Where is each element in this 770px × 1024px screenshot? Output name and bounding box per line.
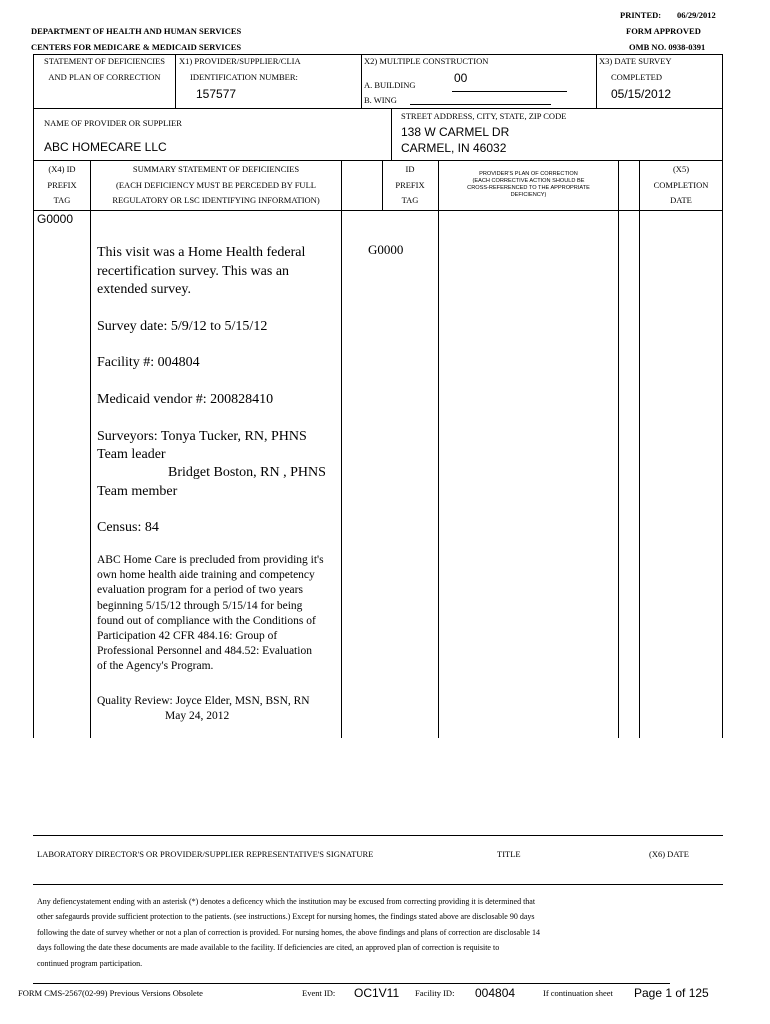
x4-header-2: PREFIX [47,180,77,190]
visit-line-3: extended survey. [97,282,191,297]
omb-number: OMB NO. 0938-0391 [629,42,706,52]
surveyor-line-3: Bridget Boston, RN , PHNS [168,465,326,480]
table-divider-5 [618,160,619,738]
provider-box-border-bottom [33,160,723,161]
surveyor-line-2: Team leader [97,447,166,462]
quality-review-date: May 24, 2012 [165,710,230,722]
preclusion-line-1: ABC Home Care is precluded from providing it's [97,554,324,566]
continuation-sheet-label: If continuation sheet [543,988,613,998]
footnote-line-5: continued program participation. [37,958,143,968]
table-divider-4 [438,160,439,738]
facility-id-value: 004804 [475,986,516,1000]
top-box-divider-2 [361,54,362,108]
form-number: FORM CMS-2567(02-99) Previous Versions Obsolete [18,988,203,998]
top-box-border-top [33,54,723,55]
quality-review: Quality Review: Joyce Elder, MSN, BSN, RN [97,695,310,707]
provider-name-value: ABC HOMECARE LLC [44,140,167,154]
visit-line-2: recertification survey. This was an [97,263,290,279]
footnote-line-1: Any defiencystatement ending with an asterisk (*) denotes a deficency which the institution may be excused from correcting providing it is determined that [37,897,536,906]
provider-box-border-right [722,108,723,160]
x6-date-label: (X6) DATE [649,849,689,859]
facility-number: Facility #: 004804 [97,355,200,370]
form-approved: FORM APPROVED [626,26,701,36]
plan-header-1: PROVIDER'S PLAN OF CORRECTION [479,171,578,177]
facility-id-label: Facility ID: [415,988,455,998]
wing-label: B. WING [364,95,397,105]
table-border-left [33,160,34,738]
preclusion-line-8: of the Agency's Program. [97,660,214,673]
preclusion-paragraph [97,553,324,675]
summary-header-3: REGULATORY OR LSC IDENTIFYING INFORMATION) [112,195,320,205]
id-header-1: ID [405,164,415,174]
id-header-3: TAG [401,195,419,205]
plan-header-2: (EACH CORRECTIVE ACTION SHOULD BE [472,178,585,184]
preclusion-line-7: Professional Personnel and 484.52: Evaluation [97,645,312,658]
director-signature-label: LABORATORY DIRECTOR'S OR PROVIDER/SUPPLIER REPRESENTATIVE'S SIGNATURE [37,849,374,859]
column-header-bottom [33,210,723,211]
provider-box-divider [391,108,392,160]
x1-label-1: X1) PROVIDER/SUPPLIER/CLIA [179,56,301,66]
event-id-label: Event ID: [302,988,336,998]
centers-name: CENTERS FOR MEDICARE & MEDICAID SERVICES [31,42,242,52]
address-label: STREET ADDRESS, CITY, STATE, ZIP CODE [401,111,567,121]
surveyor-line-4: Team member [97,484,178,499]
table-divider-6 [639,160,640,738]
printed-label: PRINTED: [620,10,662,20]
footer-separator [33,983,670,984]
event-id-value: OC1V11 [354,986,400,1000]
statement-label-2: AND PLAN OF CORRECTION [48,72,161,82]
building-value: 00 [454,71,468,85]
x2-label: X2) MULTIPLE CONSTRUCTION [364,56,489,66]
x1-label-2: IDENTIFICATION NUMBER: [190,72,298,82]
footnote-line-4: days following the date these documents are made available to the facility. If deficiencies are cited, an approved plan of correction is requisite to [37,943,500,953]
visit-line-1: This visit was a Home Health federal [97,245,306,260]
visit-paragraph [97,244,305,300]
footnote-line-3: following the date of survey whether or not a plan of correction is provided. For nursing homes, the above findings and plans of correction are disclosable 14 [37,927,540,937]
plan-header [439,171,618,199]
statement-label-1: STATEMENT OF DEFICIENCIES [43,56,165,66]
x3-label-2: COMPLETED [611,72,662,82]
summary-header-1: SUMMARY STATEMENT OF DEFICIENCIES [132,164,300,174]
signature-bottom-border [33,884,723,885]
survey-completed-date: 05/15/2012 [611,87,672,101]
building-underline [452,91,567,92]
x3-label-1: X3) DATE SURVEY [599,56,672,66]
footnote-line-2: other safegaurds provide sufficient protection to the patients. (see instructions.) Except for nursing homes, the findings stated above are disclosable 90 days [37,912,535,922]
building-label: A. BUILDING [364,80,416,90]
top-box-divider-3 [596,54,597,108]
wing-underline [410,104,551,105]
id-header-2: PREFIX [395,180,425,190]
preclusion-line-3: evaluation program for a period of two years [97,584,303,597]
title-label: TITLE [497,849,521,859]
table-divider-2 [341,160,342,738]
address-line-1: 138 W CARMEL DR [401,125,510,139]
top-box-border-right [722,54,723,108]
x4-header-3: TAG [53,195,71,205]
plan-header-3: CROSS-REFERENCED TO THE APPROPRIATE [467,185,590,191]
survey-date: Survey date: 5/9/12 to 5/15/12 [97,319,268,334]
census: Census: 84 [97,520,159,535]
top-box-divider-1 [175,54,176,108]
left-tag: G0000 [37,212,74,226]
address-line-2: CARMEL, IN 46032 [401,141,507,155]
medicaid-vendor: Medicaid vendor #: 200828410 [97,392,274,407]
provider-id-value: 157577 [196,87,237,101]
right-tag: G0000 [368,242,404,257]
preclusion-line-2: own home health aide training and competency [97,569,315,582]
top-box-border-bottom [33,108,723,109]
footnote [37,894,540,971]
x4-header-1: (X4) ID [48,164,76,174]
table-border-right [722,160,723,738]
summary-header-2: (EACH DEFICIENCY MUST BE PERCEDED BY FULL [116,180,316,190]
signature-top-border [33,835,723,836]
preclusion-line-5: found out of compliance with the Conditions of [97,614,316,627]
plan-header-4: DEFICIENCY) [510,192,547,198]
printed-date: 06/29/2012 [677,10,716,20]
preclusion-line-4: beginning 5/15/12 through 5/15/14 for being [97,599,303,612]
surveyor-line-1: Surveyors: Tonya Tucker, RN, PHNS [97,429,307,444]
department-name: DEPARTMENT OF HEALTH AND HUMAN SERVICES [31,26,242,36]
x5-header-3: DATE [670,195,692,205]
x5-header-2: COMPLETION [653,180,709,190]
table-divider-1 [90,160,91,738]
page-number: Page 1 of 125 [634,986,709,1000]
provider-name-label: NAME OF PROVIDER OR SUPPLIER [44,118,182,128]
x5-header-1: (X5) [672,164,690,174]
provider-box-border-left [33,108,34,160]
preclusion-line-6: Participation 42 CFR 484.16: Group of [97,630,278,643]
